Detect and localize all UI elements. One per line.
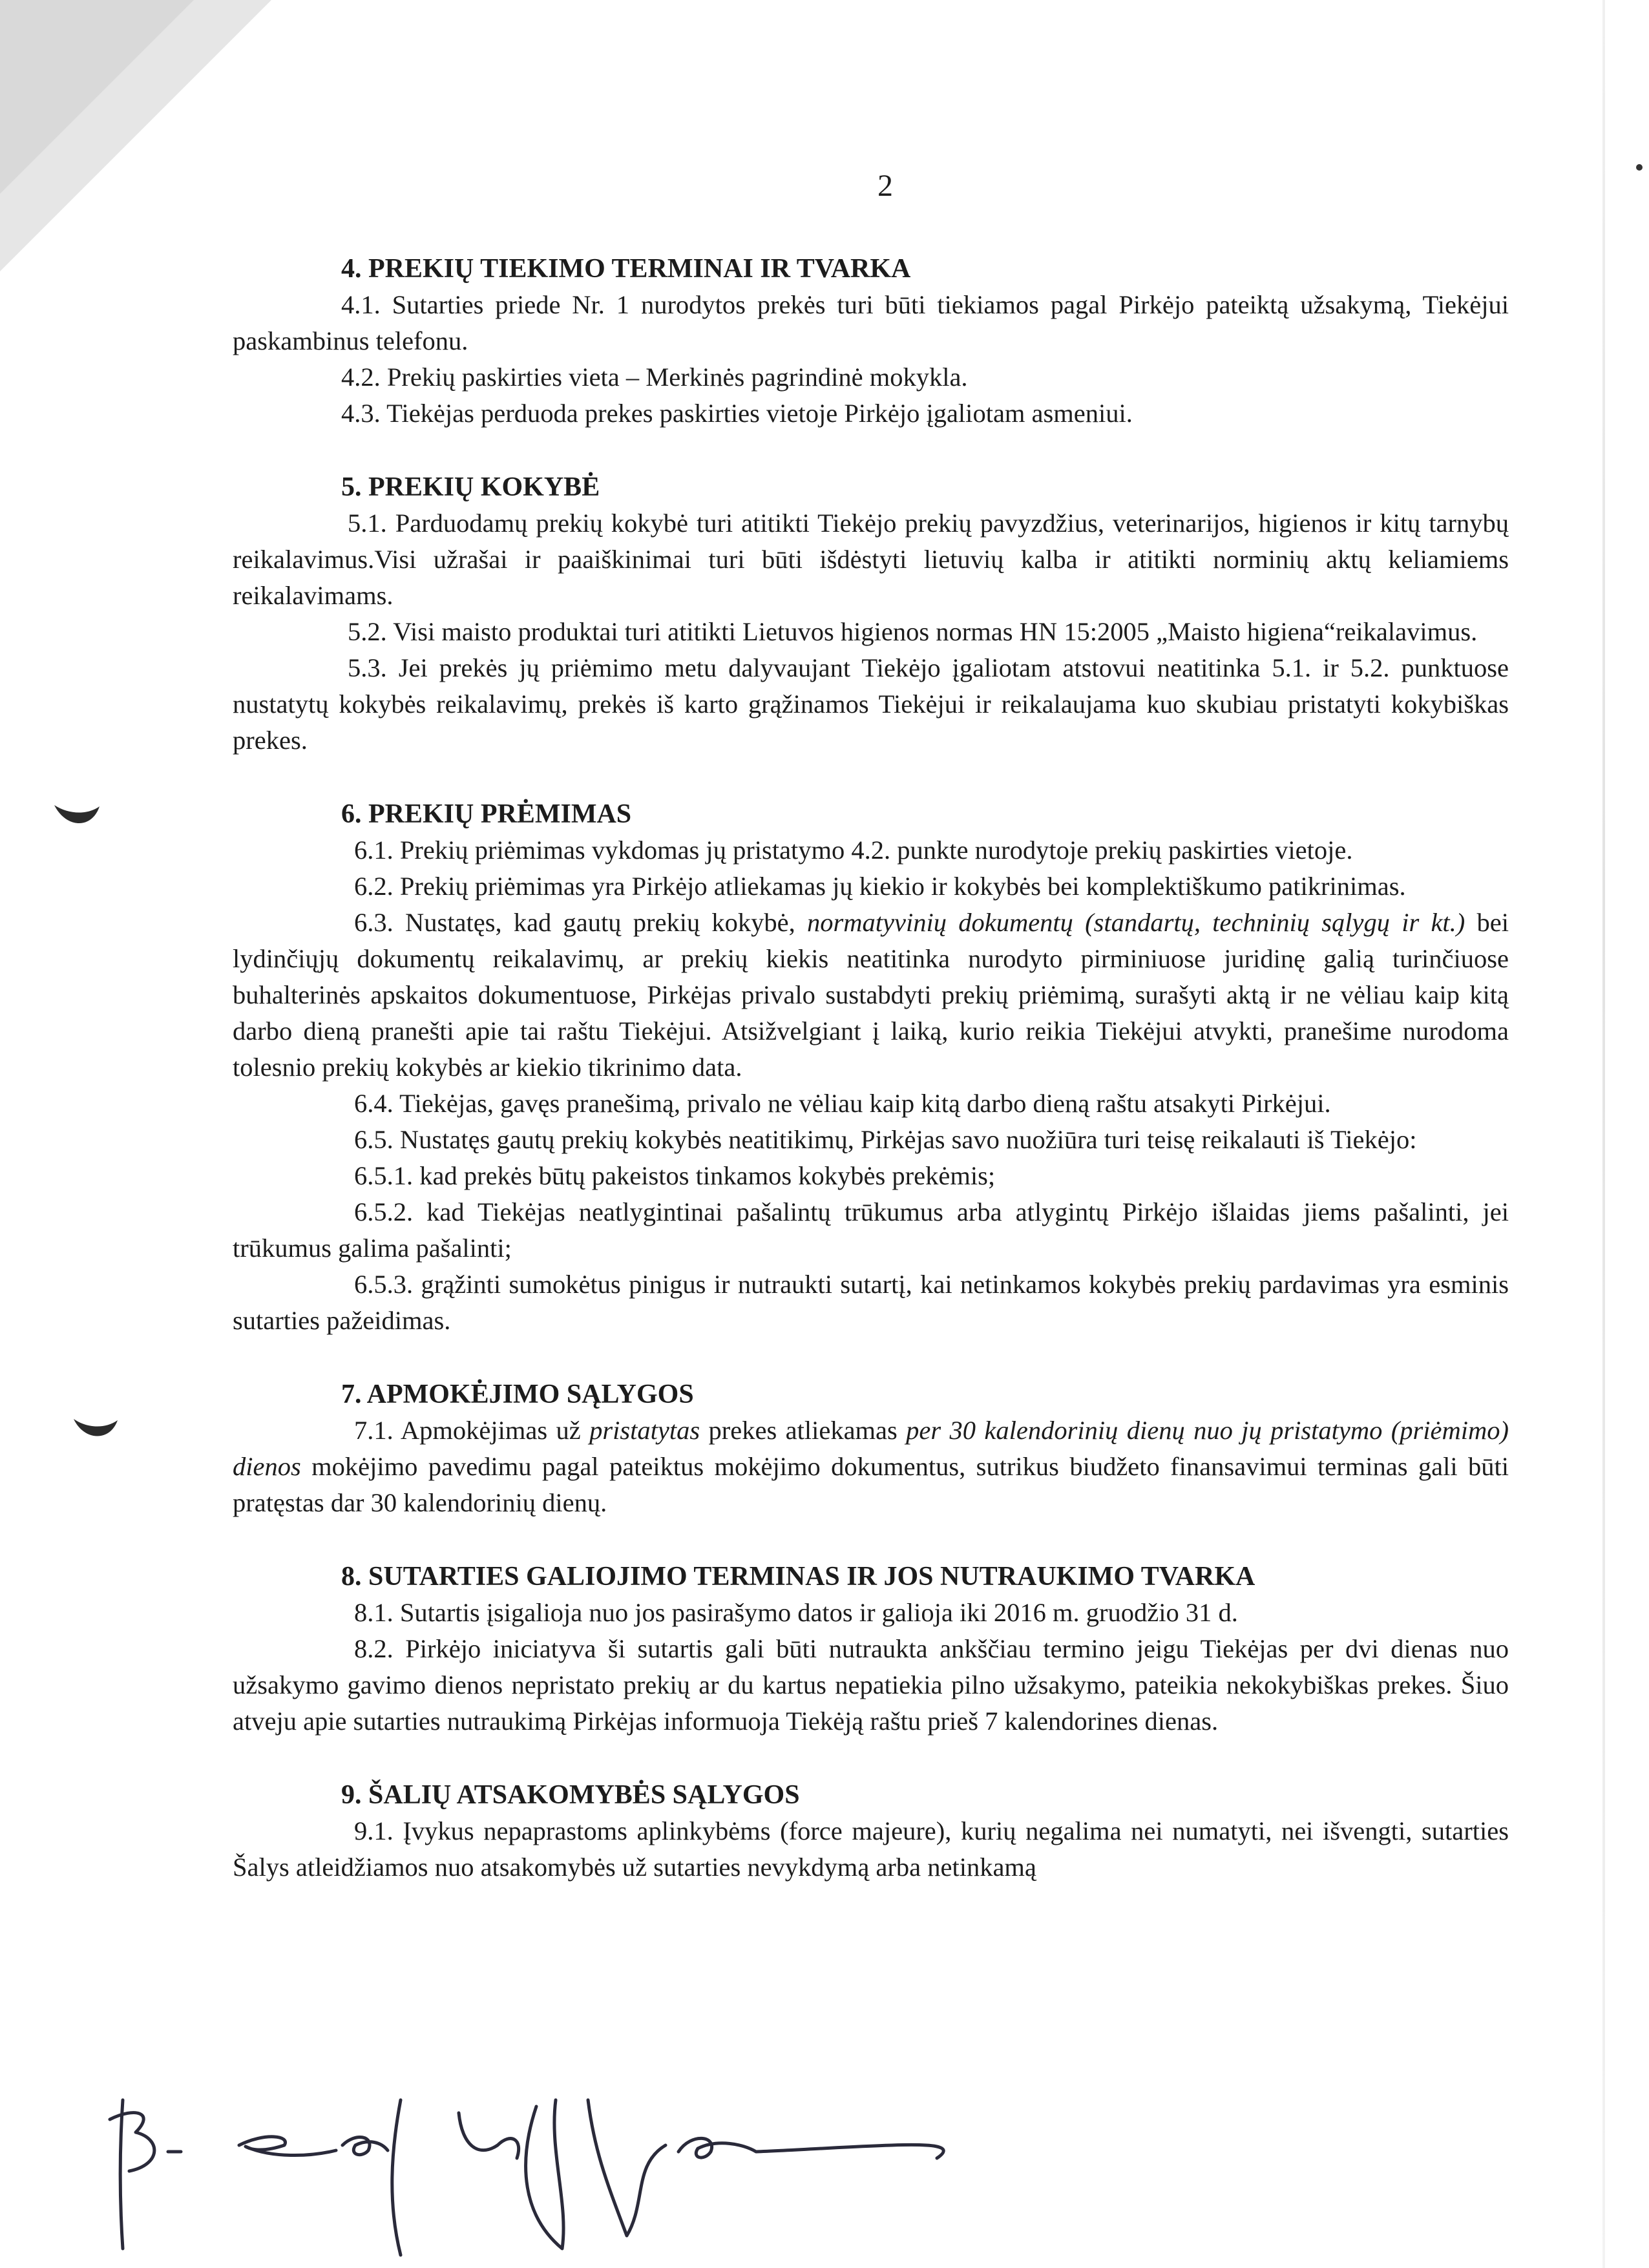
clause-4-2: 4.2. Prekių paskirties vieta – Merkinės pagrindinė mokykla. — [341, 362, 968, 392]
clause-emphasis: per 30 kalendorinių dienų nuo jų pristatymo (priėmimo) dienos — [233, 1416, 1509, 1481]
section-payment-terms — [233, 1376, 1509, 1521]
hole-punch-mark — [53, 800, 101, 832]
clause-9-1: 9.1. Įvykus nepaprastoms aplinkybėms (force majeure), kurių negalima nei numatyti, nei išvengti, sutarties Šalys atleidžiamos nuo atsakomybės už sutarties nevykdymą arba netinkamą — [233, 1816, 1509, 1882]
section-goods-acceptance — [233, 796, 1509, 1339]
margin-dot-mark — [1635, 163, 1644, 172]
clause-text: mokėjimo pavedimu pagal pateiktus mokėjimo dokumentus, sutrikus biudžeto finansavimui terminas gali būti pratęstas dar 30 kalendorinių dienų. — [233, 1452, 1509, 1517]
clause-4-1: 4.1. Sutarties priede Nr. 1 nurodytos prekės turi būti tiekiamos pagal Pirkėjo pateiktą užsakymą, Tiekėjui paskambinus telefonu. — [233, 290, 1509, 355]
clause-7-1 — [233, 1412, 1509, 1521]
clause-emphasis: pristatytas — [589, 1416, 700, 1445]
scan-edge-line — [1602, 0, 1605, 2268]
clause-6-4: 6.4. Tiekėjas, gavęs pranešimą, privalo ne vėliau kaip kitą darbo dieną raštu atsakyti Pirkėjui. — [354, 1089, 1331, 1118]
document-body — [233, 251, 1509, 1885]
clause-text: 6.3. Nustatęs, kad gautų prekių kokybė, — [354, 908, 808, 937]
clause-6-5: 6.5. Nustatęs gautų prekių kokybės neatitikimų, Pirkėjas savo nuožiūra turi teisę reikalauti iš Tiekėjo: — [354, 1125, 1417, 1154]
clause-8-2: 8.2. Pirkėjo iniciatyva ši sutartis gali būti nutraukta ankščiau termino jeigu Tiekėjas per dvi dienas nuo užsakymo gavimo dienos nepristato prekių ar du kartus nepatiekia pilno užsakymo, pateikia nekokybiškas prekes. Šiuo atveju apie sutarties nutraukimą Pirkėjas informuoja Tiekėją raštu prieš 7 kalendorines dienas. — [233, 1634, 1509, 1736]
section-heading: 6. PREKIŲ PRĖMIMAS — [341, 799, 632, 829]
clause-text: 7.1. Apmokėjimas už — [354, 1416, 590, 1445]
section-heading: 7. APMOKĖJIMO SĄLYGOS — [341, 1380, 694, 1409]
clause-4-3: 4.3. Tiekėjas perduoda prekes paskirties vietoje Pirkėjo įgaliotam asmeniui. — [341, 399, 1133, 428]
clause-emphasis: normatyvinių dokumentų (standartų, techninių sąlygų ir kt.) — [807, 908, 1465, 937]
clause-text: bei lydinčiųjų dokumentų reikalavimų, ar prekių kiekis neatitinka nurodyto pirminiuose juridinę galią turinčiuose buhalterinės apskaitos dokumentuose, Pirkėjas privalo sustabdyti prekių priėmimą, surašyti aktą ir ne vėliau kaip kitą darbo dieną pranešti apie tai raštu Tiekėjui. Atsižvelgiant į laiką, kurio reikia Tiekėjui atvykti, pranešime nurodoma tolesnio prekių kokybės ar kiekio tikrinimo data. — [233, 908, 1509, 1082]
section-goods-quality — [233, 469, 1509, 759]
clause-5-3: 5.3. Jei prekės jų priėmimo metu dalyvaujant Tiekėjo įgaliotam atstovui neatitinka 5.1. ir 5.2. punktuose nustatytų kokybės reikalavimų, prekės iš karto grąžinamos Tiekėjui ir reikalaujama kuo skubiau pristatyti kokybiškas prekes. — [233, 653, 1509, 755]
section-liability — [233, 1777, 1509, 1885]
clause-5-2: 5.2. Visi maisto produktai turi atitikti Lietuvos higienos normas HN 15:2005 „Maisto higiena“reikalavimus. — [348, 617, 1478, 646]
section-heading: 9. ŠALIŲ ATSAKOMYBĖS SĄLYGOS — [341, 1780, 800, 1810]
section-heading: 4. PREKIŲ TIEKIMO TERMINAI IR TVARKA — [341, 254, 911, 284]
handwritten-initials — [97, 2074, 1034, 2268]
clause-6-2: 6.2. Prekių priėmimas yra Pirkėjo atliekamas jų kiekio ir kokybės bei komplektiškumo patikrinimas. — [354, 872, 1406, 901]
section-heading: 8. SUTARTIES GALIOJIMO TERMINAS IR JOS NUTRAUKIMO TVARKA — [341, 1562, 1255, 1591]
clause-6-5-2: 6.5.2. kad Tiekėjas neatlygintinai pašalintų trūkumus arba atlygintų Pirkėjo išlaidas jiems pašalinti, jei trūkumus galima pašalinti; — [233, 1197, 1509, 1263]
clause-6-5-3: 6.5.3. grąžinti sumokėtus pinigus ir nutraukti sutartį, kai netinkamos kokybės prekių pardavimas yra esminis sutarties pažeidimas. — [233, 1270, 1509, 1335]
clause-6-3 — [233, 905, 1509, 1086]
clause-5-1: 5.1. Parduodamų prekių kokybė turi atitikti Tiekėjo prekių pavyzdžius, veterinarijos, higienos ir kitų tarnybų reikalavimus.Visi užrašai ir paaiškinimai turi būti išdėstyti lietuvių kalba ir atitikti norminių aktų keliamiems reikalavimams. — [233, 509, 1509, 610]
hole-punch-mark — [72, 1415, 119, 1445]
page-number: 2 — [877, 169, 893, 203]
section-heading: 5. PREKIŲ KOKYBĖ — [341, 472, 600, 502]
clause-8-1: 8.1. Sutartis įsigalioja nuo jos pasirašymo datos ir galioja iki 2016 m. gruodžio 31 d. — [354, 1598, 1238, 1627]
clause-6-1: 6.1. Prekių priėmimas vykdomas jų pristatymo 4.2. punkte nurodytoje prekių paskirties vietoje. — [354, 835, 1353, 865]
scan-corner-shadow — [0, 0, 271, 271]
clause-6-5-1: 6.5.1. kad prekės būtų pakeistos tinkamos kokybės prekėmis; — [354, 1161, 996, 1190]
section-delivery-terms — [233, 251, 1509, 432]
clause-text: prekes atliekamas — [700, 1416, 907, 1445]
section-validity-termination — [233, 1559, 1509, 1739]
